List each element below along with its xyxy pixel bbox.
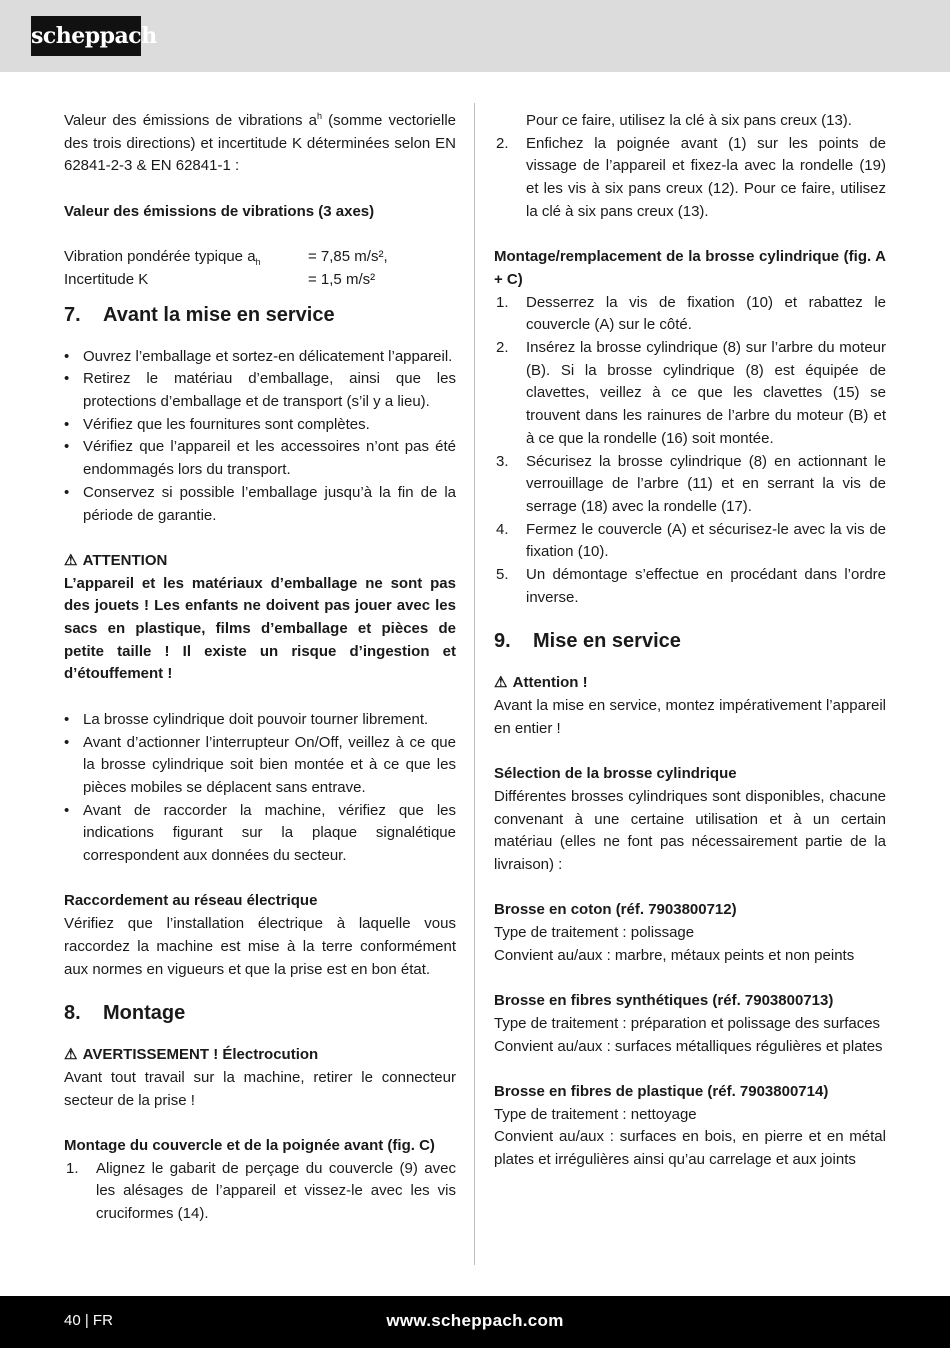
list-item: • Vérifiez que l’appareil et les accessoires n’ont pas été endommagés lors du transport. bbox=[64, 436, 456, 481]
vibration-row-2: Incertitude K = 1,5 m/s² bbox=[64, 270, 376, 288]
left-column bbox=[64, 110, 456, 1226]
coton-type: Type de traitement : polissage bbox=[494, 924, 695, 942]
warning-text: Avant tout travail sur la machine, retirer le connecteur secteur de la prise ! bbox=[64, 1068, 456, 1109]
footer-bar bbox=[0, 1296, 950, 1348]
right-column bbox=[494, 110, 886, 1172]
plast-use: Convient au/aux : surfaces en bois, en pierre et en métal plates et irrégulières ainsi qu’au carrelage et aux joints bbox=[494, 1128, 886, 1169]
warning-triangle-icon: ⚠ bbox=[64, 1046, 78, 1064]
plast-heading: Brosse en fibres de plastique (réf. 7903800714) bbox=[494, 1083, 829, 1101]
list-item: 1. Alignez le gabarit de perçage du couvercle (9) avec les alésages de l’appareil et vissez-le avec les vis cruciformes (14). bbox=[66, 1159, 456, 1223]
warning-triangle-icon: ⚠ bbox=[494, 674, 508, 692]
brand-logo: scheppach bbox=[31, 16, 141, 56]
list-item: • Vérifiez que les fournitures sont complètes. bbox=[64, 414, 456, 437]
coton-heading: Brosse en coton (réf. 7903800712) bbox=[494, 901, 737, 919]
selection-text: Différentes brosses cylindriques sont disponibles, chacune convenant à une certaine utilisation et à un certain matériau (elles ne font pas nécessairement partie de la livraison) : bbox=[494, 787, 886, 874]
synth-type: Type de traitement : préparation et polissage des surfaces bbox=[494, 1014, 881, 1032]
list-item: 4. Fermez le couvercle (A) et sécurisez-le avec la vis de fixation (10). bbox=[496, 520, 886, 561]
electrical-heading: Raccordement au réseau électrique bbox=[64, 892, 318, 910]
selection-heading: Sélection de la brosse cylindrique bbox=[494, 765, 737, 783]
brush-heading: Montage/remplacement de la brosse cylindrique (fig. A + C) bbox=[494, 248, 886, 288]
list-item: • Avant de raccorder la machine, vérifiez que les indications figurant sur la plaque signalétique correspondent aux données du secteur. bbox=[64, 800, 456, 868]
section-9-title: 9. Mise en service bbox=[494, 630, 681, 653]
warning-heading: ⚠ AVERTISSEMENT ! Électrocution bbox=[64, 1044, 456, 1067]
electrical-text: Vérifiez que l’installation électrique à laquelle vous raccordez la machine est mise à la terre conformément aux normes en vigueurs et que la prise est en bon état. bbox=[64, 915, 456, 978]
synth-use: Convient au/aux : surfaces métalliques régulières et plates bbox=[494, 1037, 883, 1055]
cover-heading: Montage du couvercle et de la poignée avant (fig. C) bbox=[64, 1137, 435, 1155]
plast-type: Type de traitement : nettoyage bbox=[494, 1105, 697, 1123]
header-bar bbox=[0, 0, 950, 72]
list-item: 1. Desserrez la vis de fixation (10) et rabattez le couvercle (A) sur le côté. bbox=[496, 293, 886, 334]
page-number: 40 | FR bbox=[64, 1312, 113, 1329]
list-item: 2. Enfichez la poignée avant (1) sur les points de vissage de l’appareil et fixez-la avec la rondelle (19) et les vis à six pans creux (12). Pour ce faire, utilisez la clé à six pans creux (13). bbox=[496, 134, 886, 220]
list-item: • La brosse cylindrique doit pouvoir tourner librement. bbox=[64, 709, 456, 732]
section-7-title: 7. Avant la mise en service bbox=[64, 303, 335, 326]
list-item: • Ouvrez l’emballage et sortez-en délicatement l’appareil. bbox=[64, 346, 456, 369]
vibration-heading: Valeur des émissions de vibrations (3 axes) bbox=[64, 202, 375, 220]
list-item-continued: Pour ce faire, utilisez la clé à six pans creux (13). bbox=[526, 112, 852, 129]
list-item: 3. Sécurisez la brosse cylindrique (8) en actionnant le verrouillage de l’arbre (11) et en serrant la vis de serrage (18) avec la rondelle (17). bbox=[496, 452, 886, 515]
column-divider bbox=[474, 103, 475, 1265]
attention-text: L’appareil et les matériaux d’emballage ne sont pas des jouets ! Les enfants ne doivent pas jouer avec les sacs en plastique, films d’emballage et pièces de petite taille ! Il existe un risque d’ingestion et d’étouffement ! bbox=[64, 574, 456, 683]
warning-triangle-icon: ⚠ bbox=[64, 551, 78, 569]
coton-use: Convient au/aux : marbre, métaux peints et non peints bbox=[494, 946, 855, 964]
section-8-title: 8. Montage bbox=[64, 1002, 186, 1025]
attention2-heading: ⚠ Attention ! bbox=[494, 672, 886, 695]
list-item: • Retirez le matériau d’emballage, ainsi que les protections d’emballage et de transport (s’il y a lieu). bbox=[64, 368, 456, 413]
attention2-text: Avant la mise en service, montez impérativement l’appareil en entier ! bbox=[494, 697, 886, 737]
list-item: • Conservez si possible l’emballage jusqu’à la fin de la période de garantie. bbox=[64, 482, 456, 527]
synth-heading: Brosse en fibres synthétiques (réf. 7903800713) bbox=[494, 992, 834, 1010]
website-link[interactable]: www.scheppach.com bbox=[386, 1311, 564, 1330]
list-item: 5. Un démontage s’effectue en procédant dans l’ordre inverse. bbox=[496, 566, 886, 606]
attention-heading: ⚠ ATTENTION bbox=[64, 550, 456, 573]
vibration-intro: Valeur des émissions de vibrations $a^h$ (somme vectorielle des trois directions) et incertitude K déterminées selon EN 62841-2-3 & EN 62841-1 : bbox=[64, 111, 456, 175]
list-item: 2. Insérez la brosse cylindrique (8) sur l’arbre du moteur (B). Si la brosse cylindrique (8) est équipée de clavettes, veillez à ce que les clavettes (15) se trouvent dans les rainures de l’arbre du moteur (B) et à ce que la rondelle (16) soit montée. bbox=[496, 339, 886, 447]
list-item: • Avant d’actionner l’interrupteur On/Off, veillez à ce que la brosse cylindrique soit bien montée et à ce que les pièces mobiles se déplacent sans entrave. bbox=[64, 732, 456, 800]
vibration-row-1: Vibration pondérée typique $a_h$ = 7,85 m/s², bbox=[64, 248, 388, 268]
